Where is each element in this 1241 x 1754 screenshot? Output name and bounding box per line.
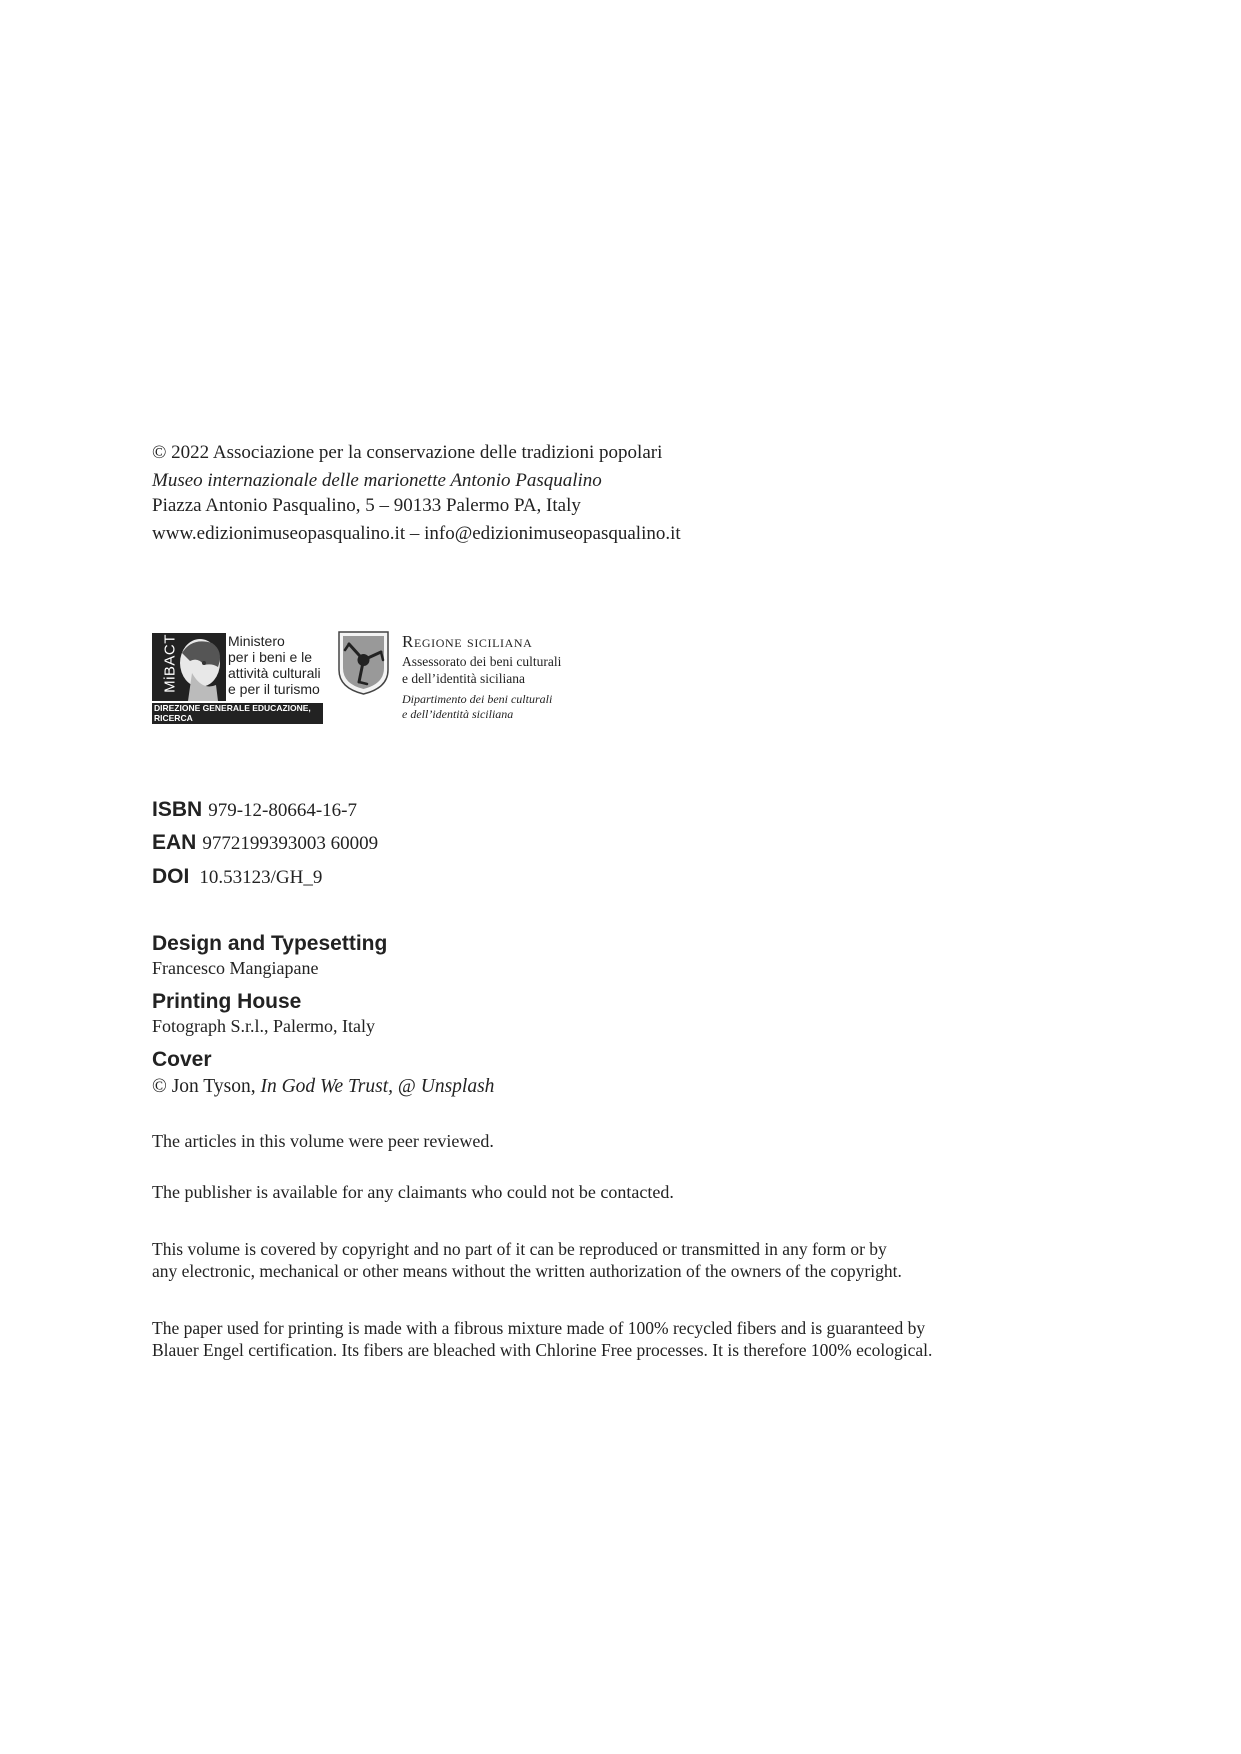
copyright-line: © 2022 Associazione per la conservazione delle tradizioni popolari — [152, 442, 663, 463]
regione-sub-line-2: e dell’identità siciliana — [402, 671, 525, 686]
mibact-logo — [152, 633, 323, 733]
mibact-emblem — [152, 633, 226, 701]
peer-review-note: The articles in this volume were peer reviewed. — [152, 1131, 494, 1151]
mibact-bar — [152, 703, 323, 733]
copyright-line-2: any electronic, mechanical or other means without the written authorization of the owners of the copyright. — [152, 1261, 902, 1281]
doi-label: DOI — [152, 865, 190, 888]
regione-title: Regione siciliana — [402, 632, 533, 651]
mibact-bar-line-1: DIREZIONE GENERALE EDUCAZIONE, RICERCA — [154, 703, 311, 723]
paper-notice — [152, 1317, 1032, 1361]
paper-line-1: The paper used for printing is made with a fibrous mixture made of 100% recycled fibers and is guaranteed by — [152, 1318, 926, 1338]
cover-title: In God We Trust, — [260, 1076, 394, 1097]
cover-prefix: © Jon Tyson, — [152, 1076, 256, 1097]
mibact-text — [228, 633, 321, 697]
isbn-value: 979-12-80664-16-7 — [208, 800, 357, 821]
doi-value: 10.53123/GH_9 — [199, 867, 323, 888]
ean-value: 9772199393003 60009 — [202, 833, 379, 854]
printing-name: Fotograph S.r.l., Palermo, Italy — [152, 1016, 375, 1036]
doi-row — [152, 865, 322, 889]
isbn-row — [152, 798, 357, 822]
mibact-vertical-text: MiBACT — [161, 634, 179, 693]
mibact-line-2: per i beni e le — [228, 649, 313, 665]
copyright-line-1: This volume is covered by copyright and no part of it can be reproduced or transmitted in any form or by — [152, 1239, 887, 1259]
mibact-line-1: Ministero — [228, 633, 285, 649]
mibact-line-3: attività culturali — [228, 665, 321, 681]
address: Piazza Antonio Pasqualino, 5 – 90133 Palermo PA, Italy — [152, 495, 581, 516]
trinacria-shield-icon — [337, 630, 390, 696]
paper-line-2: Blauer Engel certification. Its fibers are bleached with Chlorine Free processes. It is therefore 100% ecological. — [152, 1340, 933, 1360]
regione-dipartimento — [402, 692, 552, 722]
design-name: Francesco Mangiapane — [152, 958, 319, 978]
web-email: www.edizionimuseopasqualino.it – info@edizionimuseopasqualino.it — [152, 523, 681, 544]
regione-dip-line-1: Dipartimento dei beni culturali — [402, 692, 553, 706]
ean-row — [152, 831, 378, 855]
cover-source: Unsplash — [420, 1076, 495, 1097]
claimants-note: The publisher is available for any claimants who could not be contacted. — [152, 1182, 674, 1202]
copyright-notice — [152, 1238, 1032, 1282]
regione-siciliana-logo — [337, 630, 597, 730]
regione-sub-line-1: Assessorato dei beni culturali — [402, 654, 562, 669]
regione-subtitle — [402, 653, 561, 687]
isbn-label: ISBN — [152, 798, 203, 821]
museum-name: Museo internazionale delle marionette Antonio Pasqualino — [152, 470, 602, 491]
head-silhouette-icon — [152, 633, 226, 701]
mibact-bar-line-2: E ISTITUTI CULTURALI — [154, 723, 247, 733]
regione-dip-line-2: e dell’identità siciliana — [402, 707, 514, 721]
cover-at: @ — [397, 1076, 416, 1097]
design-heading: Design and Typesetting — [152, 932, 388, 955]
cover-credit — [152, 1076, 494, 1098]
printing-heading: Printing House — [152, 990, 302, 1013]
ean-label: EAN — [152, 831, 197, 854]
cover-heading: Cover — [152, 1048, 212, 1071]
mibact-line-4: e per il turismo — [228, 681, 320, 697]
